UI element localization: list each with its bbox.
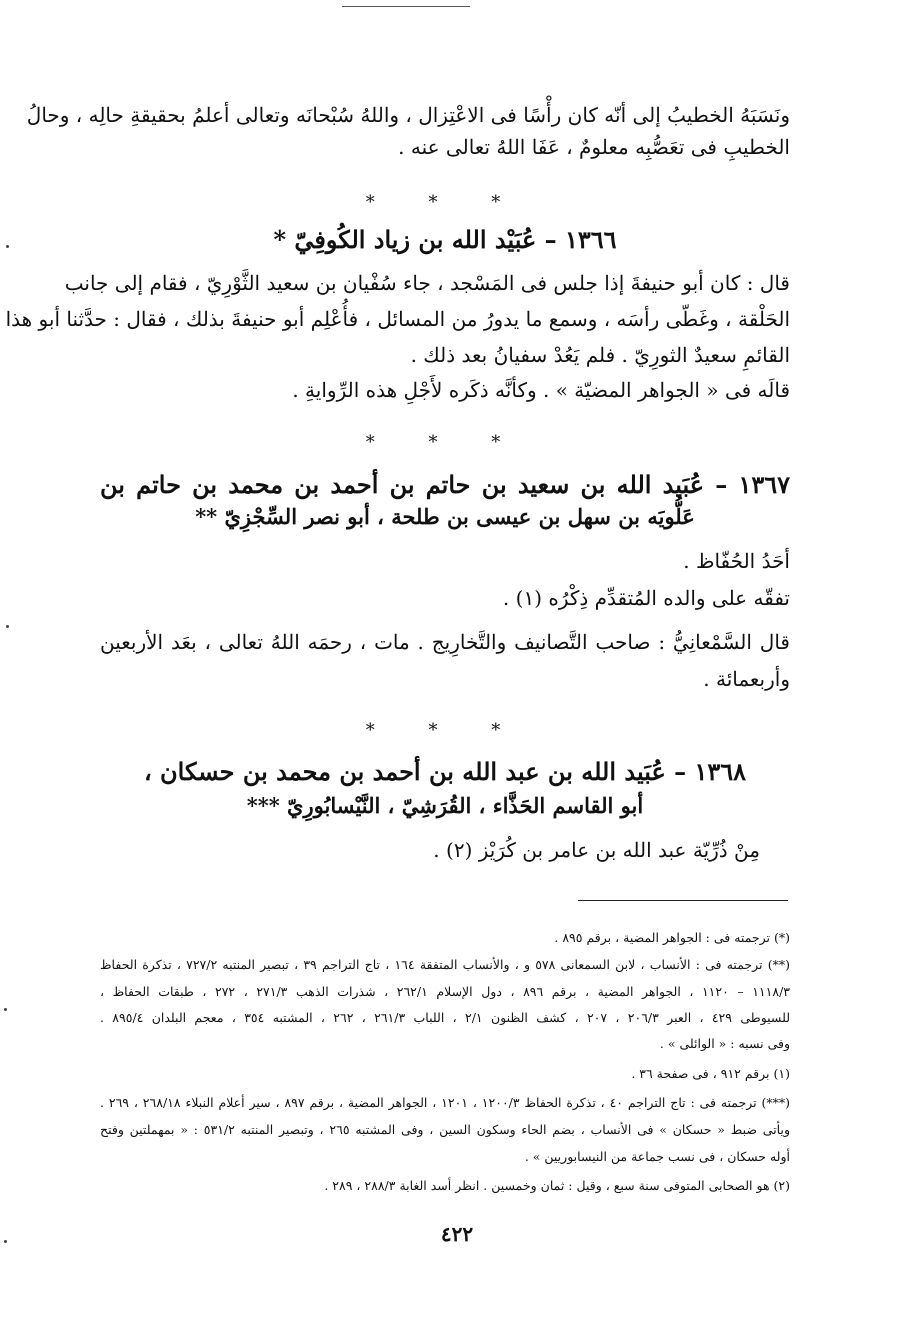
footnote-line: للسيوطى ٤٢٩ ، العبر ٢٠٦/٣ ، ٢٠٧ ، كشف الظنون ٢/١ ، اللباب ٢٦١/٣ ، ٢٦٢ ، المشتبه ٣٥٤ ، معجم البلدان ٨٩٥/٤ . (100, 1010, 791, 1025)
footnote-line: أوله حسكان ، فى نسب جماعة من النيسابوريين » . (524, 1149, 790, 1164)
entry-text-line: الحَلْقة ، وغَطّى رأسَه ، وسمع ما يدورُ من المسائل ، فأُعْلِم أبو حنيفةَ بذلك ، فقال : حدَّثنا أبو هذا (5, 307, 790, 331)
intro-line: ونَسَبَهُ الخطيبُ إلى أنّه كان رأْسًا فى الاعْتِزال ، واللهُ سُبْحانَه وتعالى أعلمُ بحقيقةِ حالِه ، وحالُ (26, 103, 790, 127)
section-separator: * * * (365, 432, 525, 453)
scan-speck (6, 625, 9, 628)
top-edge-rule (342, 6, 470, 7)
footnote-line: ويأتى ضبط « حسكان » فى الأنساب ، بضم الحاء وسكون السين ، وفى المشتبه ٢٦٥ ، وتبصير المنتبه ٥٣١/٢ : « بمهملتين وفتح (100, 1122, 791, 1137)
section-separator: * * * (365, 192, 525, 213)
entry-heading-1366: ١٣٦٦ – عُبَيْد الله بن زياد الكُوفِيّ * (273, 225, 617, 254)
footnote-line: (***) ترجمته فى : تاج التراجم ٤٠ ، تذكرة الحفاظ ١٢٠٠/٣ ، ١٢٠١ ، الجواهر المضية ، برقم ٨٩٧ ، سير أعلام النبلاء ٢٦٨/١٨ ، ٢٦٩ . (100, 1095, 791, 1110)
entry-text-line: مِنْ ذُرِّيّة عبد الله بن عامر بن كُرَيْز (٢) . (433, 838, 760, 862)
footnote-line: (١) برقم ٩١٢ ، فى صفحة ٣٦ . (631, 1066, 790, 1081)
page-number: ٤٢٢ (440, 1222, 474, 1246)
scan-speck (4, 1008, 7, 1011)
entry-text-line: قالَه فى « الجواهر المضيّة » . وكأنَّه ذكَره لأَجْلِ هذه الرِّوايةِ . (292, 378, 790, 402)
entry-text-line: تفقّه على والده المُتقدِّم ذِكْرُه (١) . (502, 586, 790, 610)
entry-text-line: القائمِ سعيدٌ الثورِيّ . فلم يَعُدْ سفيانُ بعد ذلك . (410, 343, 790, 367)
footnote-line: ١١١٨/٣ – ١١٢٠ ، الجواهر المضية ، برقم ٨٩٦ ، دول الإسلام ٢٦٢/١ ، شذرات الذهب ٢٧١/٣ ، ٢٧٢ ، طبقات الحفاظ ، (100, 984, 790, 999)
entry-text-line: أحَدُ الحُفّاظ . (683, 549, 790, 573)
entry-heading-1367-cont: عَلُّويَه بن سهل بن عيسى بن طلحة ، أبو نصر السِّجْزِيّ ** (195, 504, 695, 529)
footnote-line: وفى نسبه : « الوائلى » . (659, 1036, 790, 1051)
entry-text-line: قال السَّمْعانِيُّ : صاحب التَّصانيف والتَّخارِيج . مات ، رحمَه اللهُ تعالى ، بعَد الأربعين (100, 630, 790, 654)
entry-text-line: وأربعمائة . (703, 667, 790, 691)
footnote-line: (*) ترجمته فى : الجواهر المضية ، برقم ٨٩٥ . (554, 930, 790, 945)
section-separator: * * * (365, 720, 525, 741)
entry-heading-1368-cont: أبو القاسم الحَذَّاء ، القُرَشِيّ ، النَّيْسابُورِيّ *** (246, 793, 644, 818)
scan-speck (6, 245, 9, 248)
entry-heading-1368: ١٣٦٨ – عُبَيد الله بن عبد الله بن أحمد بن محمد بن حسكان ، (143, 757, 747, 786)
entry-text-line: قال : كان أبو حنيفةَ إذا جلس فى المَسْجد ، جاء سُفْيان بن سعيد الثَّوْرِيّ ، فقام إلى جانب (64, 271, 790, 295)
entry-heading-1367: ١٣٦٧ – عُبَيد الله بن سعيد بن حاتم بن أحمد بن محمد بن حاتم بن (100, 470, 790, 499)
intro-line: الخطيبِ فى تعَصُّبِه معلومٌ ، عَفَا اللهُ تعالى عنه . (398, 135, 790, 159)
footnote-line: (**) ترجمته فى : الأنساب ، لابن السمعانى ٥٧٨ و ، والأنساب المتفقة ١٦٤ ، تاج التراجم ٣٩ ، تبصير المنتبه ٧٢٧/٢ ، تذكرة الحفاظ (100, 957, 790, 972)
footnote-line: (٢) هو الصحابى المتوفى سنة سبع ، وقيل : ثمان وخمسين . انظر أسد الغابة ٢٨٨/٣ ، ٢٨٩ . (324, 1178, 790, 1193)
footnote-separator (578, 900, 788, 901)
